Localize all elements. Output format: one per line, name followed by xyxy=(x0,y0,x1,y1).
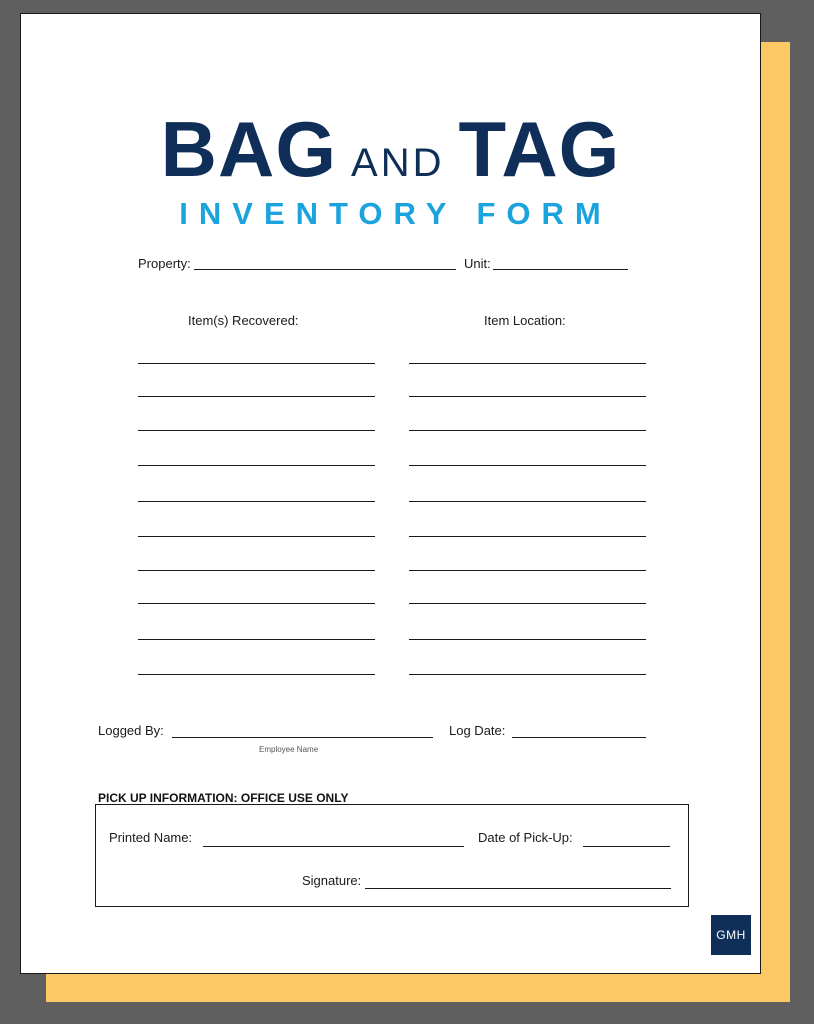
signature-field[interactable] xyxy=(365,888,671,889)
item-location-line[interactable] xyxy=(409,363,646,364)
item-recovered-line[interactable] xyxy=(138,603,375,604)
item-location-line[interactable] xyxy=(409,674,646,675)
item-recovered-line[interactable] xyxy=(138,501,375,502)
item-location-line[interactable] xyxy=(409,536,646,537)
item-location-line[interactable] xyxy=(409,603,646,604)
form-title xyxy=(21,104,760,195)
log-date-label: Log Date: xyxy=(449,723,506,738)
printed-name-field[interactable] xyxy=(203,846,464,847)
item-recovered-line[interactable] xyxy=(138,674,375,675)
pickup-heading: PICK UP INFORMATION: OFFICE USE ONLY xyxy=(98,791,349,805)
title-word-bag: BAG xyxy=(160,105,338,193)
employee-name-caption: Employee Name xyxy=(259,745,319,754)
property-field[interactable] xyxy=(194,269,456,270)
item-recovered-line[interactable] xyxy=(138,430,375,431)
item-location-line[interactable] xyxy=(409,639,646,640)
item-recovered-line[interactable] xyxy=(138,639,375,640)
item-location-line[interactable] xyxy=(409,396,646,397)
item-location-line[interactable] xyxy=(409,570,646,571)
property-label: Property: xyxy=(138,256,191,271)
signature-label: Signature: xyxy=(302,873,362,888)
unit-field[interactable] xyxy=(493,269,628,270)
form-subtitle: INVENTORY FORM xyxy=(179,196,612,231)
title-word-tag: TAG xyxy=(458,105,621,193)
item-location-line[interactable] xyxy=(409,465,646,466)
item-recovered-line[interactable] xyxy=(138,536,375,537)
logged-by-field[interactable] xyxy=(172,737,433,738)
item-recovered-line[interactable] xyxy=(138,363,375,364)
unit-label: Unit: xyxy=(464,256,491,271)
printed-name-label: Printed Name: xyxy=(109,830,193,845)
item-location-line[interactable] xyxy=(409,430,646,431)
pickup-box xyxy=(95,804,689,907)
form-sheet xyxy=(20,13,761,974)
title-word-and: AND xyxy=(351,141,445,185)
item-recovered-line[interactable] xyxy=(138,396,375,397)
item-recovered-line[interactable] xyxy=(138,570,375,571)
items-recovered-label: Item(s) Recovered: xyxy=(188,313,299,328)
date-of-pickup-field[interactable] xyxy=(583,846,670,847)
gmh-logo: GMH xyxy=(711,915,751,955)
item-location-line[interactable] xyxy=(409,501,646,502)
date-of-pickup-label: Date of Pick-Up: xyxy=(478,830,573,845)
logged-by-label: Logged By: xyxy=(98,723,164,738)
item-recovered-line[interactable] xyxy=(138,465,375,466)
item-location-label: Item Location: xyxy=(484,313,566,328)
log-date-field[interactable] xyxy=(512,737,646,738)
